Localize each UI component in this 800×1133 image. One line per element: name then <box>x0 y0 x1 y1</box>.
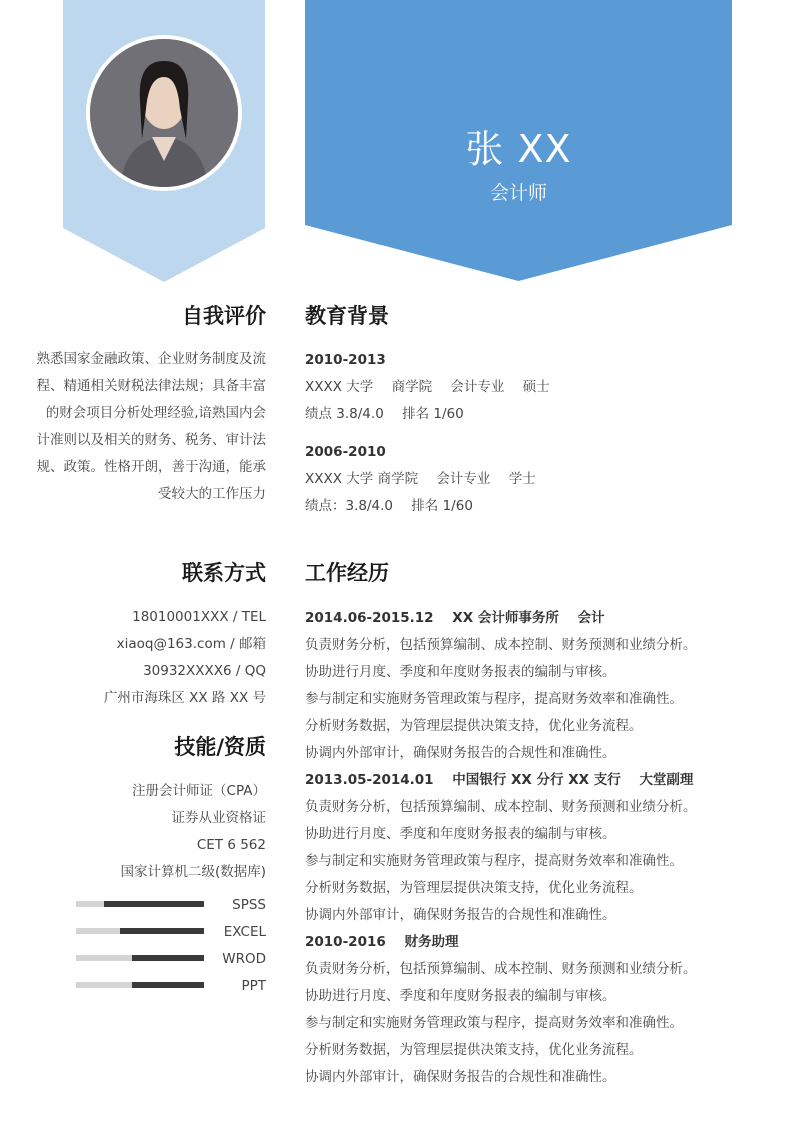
rank: 排名 1/60 <box>402 406 464 422</box>
job-period: 2010-2016 <box>305 934 386 950</box>
job-duty: 负责财务分析，包括预算编制、成本控制、财务预测和业绩分析。 <box>305 637 697 653</box>
job-header <box>305 767 775 794</box>
job-duty: 协调内外部审计，确保财务报告的合规性和准确性。 <box>305 745 616 761</box>
job-position: 会计 <box>577 610 605 626</box>
education-score-line <box>305 401 775 428</box>
self-eval-line: 受较大的工作压力 <box>158 486 266 502</box>
degree: 硕士 <box>522 379 550 395</box>
school: XXXX 大学 <box>305 379 374 395</box>
skill-bar-fill <box>120 928 204 934</box>
job-duty: 参与制定和实施财务管理政策与程序，提高财务效率和准确性。 <box>305 1015 683 1031</box>
skill-bar-track <box>76 982 204 988</box>
job-duty: 参与制定和实施财务管理政策与程序，提高财务效率和准确性。 <box>305 853 683 869</box>
education-heading: 教育背景 <box>305 304 389 328</box>
candidate-title: 会计师 <box>489 182 547 204</box>
job-duty: 负责财务分析，包括预算编制、成本控制、财务预测和业绩分析。 <box>305 961 697 977</box>
skill-row <box>76 919 266 946</box>
job-header <box>305 605 775 632</box>
work-list <box>305 605 775 1091</box>
candidate-name: 张 XX <box>465 127 572 171</box>
skills-heading: 技能/资质 <box>174 735 266 759</box>
self-eval-heading: 自我评价 <box>182 304 266 328</box>
skill-bar-track <box>76 928 204 934</box>
job-duty: 协助进行月度、季度和年度财务报表的编制与审核。 <box>305 664 616 680</box>
job-duty: 分析财务数据，为管理层提供决策支持，优化业务流程。 <box>305 880 643 896</box>
degree: 学士 <box>508 471 536 487</box>
contact-address: 广州市海珠区 XX 路 XX 号 <box>103 690 266 706</box>
school: XXXX 大学 <box>305 471 374 487</box>
rank: 排名 1/60 <box>411 498 473 514</box>
education-period: 2010-2013 <box>305 352 386 368</box>
job-company: 中国银行 XX 分行 XX 支行 <box>452 772 621 788</box>
education-school-line <box>305 466 775 493</box>
skill-row <box>76 973 266 1000</box>
cert-item: 注册会计师证（CPA） <box>132 783 266 799</box>
education-entry <box>305 347 775 428</box>
college: 商学院 <box>377 471 419 487</box>
skill-bar-track <box>76 901 204 907</box>
skill-bar-fill <box>104 901 204 907</box>
major: 会计专业 <box>450 379 505 395</box>
job-company: XX 会计师事务所 <box>452 610 559 626</box>
education-period: 2006-2010 <box>305 444 386 460</box>
job-duty: 参与制定和实施财务管理政策与程序，提高财务效率和准确性。 <box>305 691 683 707</box>
cert-item: 证券从业资格证 <box>171 810 266 826</box>
contact-heading: 联系方式 <box>182 561 266 585</box>
skill-row <box>76 946 266 973</box>
job-duty: 协助进行月度、季度和年度财务报表的编制与审核。 <box>305 826 616 842</box>
work-heading: 工作经历 <box>305 561 389 585</box>
skill-bar-track <box>76 955 204 961</box>
skill-name: SPSS <box>232 897 266 913</box>
contact-qq: 30932XXXX6 / QQ <box>143 663 266 679</box>
major: 会计专业 <box>436 471 491 487</box>
skill-bar-fill <box>132 982 204 988</box>
college: 商学院 <box>391 379 433 395</box>
profile-photo <box>90 39 238 187</box>
self-eval-text <box>0 346 266 508</box>
cert-list <box>0 778 266 886</box>
self-eval-line: 规、政策。性格开朗，善于沟通，能承 <box>36 459 266 475</box>
job-period: 2014.06-2015.12 <box>305 610 434 626</box>
education-entry <box>305 439 775 520</box>
education-score-line <box>305 493 775 520</box>
cert-item: CET 6 562 <box>196 837 266 853</box>
skill-name: WROD <box>222 951 266 967</box>
cert-item: 国家计算机二级(数据库) <box>120 864 266 880</box>
self-eval-line: 程、精通相关财税法律法规；具备丰富 <box>36 378 266 394</box>
job-header <box>305 929 775 956</box>
skill-bars <box>76 892 266 1000</box>
skill-row <box>76 892 266 919</box>
job-duty: 分析财务数据，为管理层提供决策支持，优化业务流程。 <box>305 1042 643 1058</box>
skill-name: PPT <box>241 978 266 994</box>
education-school-line <box>305 374 775 401</box>
contact-list <box>0 604 266 712</box>
skill-name: EXCEL <box>223 924 266 940</box>
job-duty: 协调内外部审计，确保财务报告的合规性和准确性。 <box>305 1069 616 1085</box>
contact-phone: 18010001XXX / TEL <box>132 609 266 625</box>
self-eval-line: 的财会项目分析处理经验,谙熟国内会 <box>45 405 266 421</box>
contact-email: xiaoq@163.com / 邮箱 <box>116 636 266 652</box>
skill-bar-fill <box>132 955 204 961</box>
job-duty: 协助进行月度、季度和年度财务报表的编制与审核。 <box>305 988 616 1004</box>
job-period: 2013.05-2014.01 <box>305 772 434 788</box>
job-duty: 负责财务分析，包括预算编制、成本控制、财务预测和业绩分析。 <box>305 799 697 815</box>
gpa: 绩点：3.8/4.0 <box>305 498 393 514</box>
job-position: 财务助理 <box>404 934 459 950</box>
avatar <box>86 35 242 191</box>
self-eval-line: 熟悉国家金融政策、企业财务制度及流 <box>36 351 266 367</box>
job-duty: 分析财务数据，为管理层提供决策支持，优化业务流程。 <box>305 718 643 734</box>
self-eval-line: 计准则以及相关的财务、税务、审计法 <box>36 432 266 448</box>
job-position: 大堂副理 <box>639 772 694 788</box>
job-duty: 协调内外部审计，确保财务报告的合规性和准确性。 <box>305 907 616 923</box>
gpa: 绩点 3.8/4.0 <box>305 406 384 422</box>
